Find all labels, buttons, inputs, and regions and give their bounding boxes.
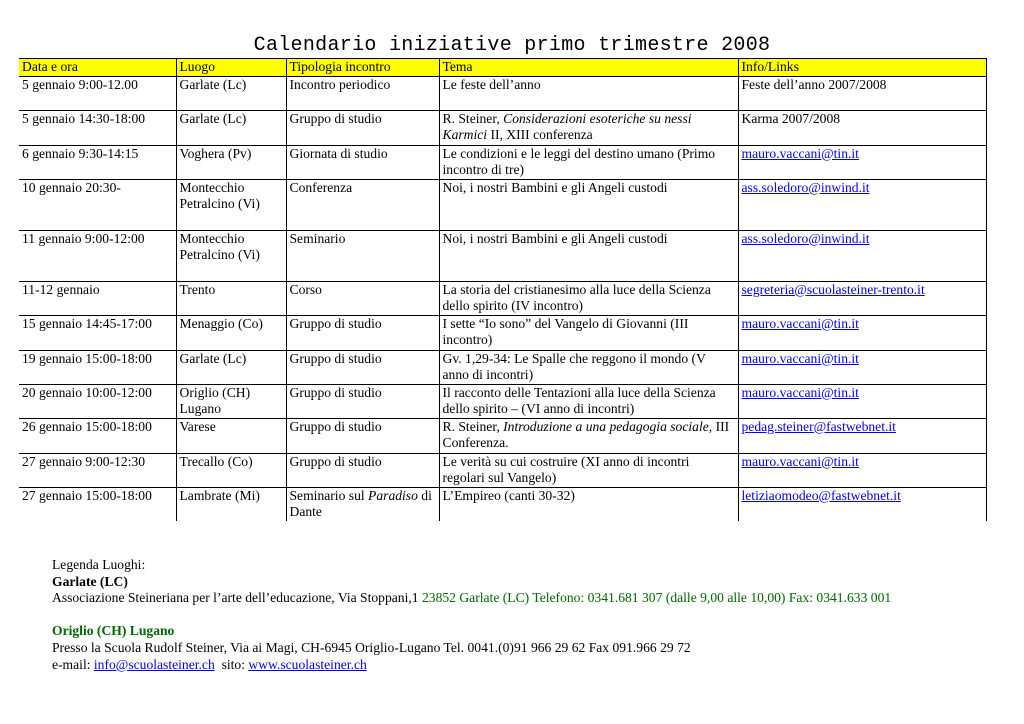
tema-text: L’Empireo (canti 30-32) [442, 487, 575, 503]
table-row [19, 281, 986, 315]
cell-luogo: Voghera (Pv) [176, 145, 286, 179]
site-label: sito: [214, 656, 249, 672]
tema-text: Le feste dell’anno [442, 76, 541, 92]
email-link[interactable]: mauro.vaccani@tin.it [741, 145, 859, 161]
email-link[interactable]: ass.soledoro@inwind.it [741, 230, 870, 246]
tema-text-after: III Conferenza. [442, 418, 730, 450]
table-row [19, 179, 986, 230]
calendar-table [19, 58, 987, 521]
table-row [19, 418, 986, 453]
tipologia-text-after: di Dante [289, 487, 432, 519]
email-link[interactable]: segreteria@scuolasteiner-trento.it [741, 281, 925, 297]
email-link[interactable]: pedag.steiner@fastwebnet.it [741, 418, 896, 434]
legend-origlio-address: Presso la Scuola Rudolf Steiner, Via ai Magi, CH-6945 Origlio-Lugano Tel. 0041.(0)91 966 29 62 Fax 091.966 29 72 [52, 639, 691, 655]
cell-info [738, 453, 986, 487]
cell-info: Karma 2007/2008 [738, 110, 986, 145]
cell-data-ora: 27 gennaio 15:00-18:00 [19, 487, 176, 521]
legend-garlate-contacts: 23852 Garlate (LC) Telefono: 0341.681 307 (dalle 9,00 alle 10,00) Fax: 0341.633 001 [421, 590, 892, 606]
cell-info [738, 281, 986, 315]
cell-luogo: Montecchio Petralcino (Vi) [176, 230, 286, 281]
column-header-tema: Tema [439, 59, 738, 77]
cell-data-ora: 5 gennaio 14:30-18:00 [19, 110, 176, 145]
cell-info [738, 487, 986, 521]
column-header-data: Data e ora [19, 59, 176, 77]
column-header-tipologia: Tipologia incontro [286, 59, 439, 77]
legend-garlate-title: Garlate (LC) [52, 573, 128, 589]
table-row [19, 230, 986, 281]
email-link[interactable]: info@scuolasteiner.ch [93, 656, 215, 672]
cell-luogo: Menaggio (Co) [176, 315, 286, 350]
cell-data-ora: 11-12 gennaio [19, 281, 176, 315]
email-link[interactable]: mauro.vaccani@tin.it [741, 350, 859, 366]
email-label: e-mail: [52, 656, 94, 672]
cell-tipologia: Gruppo di studio [286, 418, 439, 453]
table-header-row [19, 59, 986, 77]
email-link[interactable]: mauro.vaccani@tin.it [741, 384, 859, 400]
legend-origlio-title: Origlio (CH) Lugano [52, 623, 175, 639]
cell-tipologia: Gruppo di studio [286, 350, 439, 384]
tema-text-after: II, XIII conferenza [487, 127, 593, 142]
cell-data-ora: 5 gennaio 9:00-12.00 [19, 76, 176, 110]
table-row [19, 76, 986, 110]
cell-tema [439, 487, 738, 521]
legend-origlio-contacts [52, 657, 1012, 674]
tema-italic: Introduzione a una pedagogia sociale, [503, 418, 713, 434]
cell-info: Feste dell’anno 2007/2008 [738, 76, 986, 110]
table-row [19, 145, 986, 179]
tema-text: Il racconto delle Tentazioni alla luce della Scienza dello spirito – (VI anno di incontri) [442, 384, 716, 416]
cell-data-ora: 20 gennaio 10:00-12:00 [19, 384, 176, 418]
email-link[interactable]: letiziaomodeo@fastwebnet.it [741, 487, 901, 503]
legend-garlate-address-text: Associazione Steineriana per l’arte dell’educazione, Via Stoppani,1 [52, 590, 422, 606]
table-row [19, 315, 986, 350]
tema-text: Le condizioni e le leggi del destino umano (Primo incontro di tre) [442, 145, 716, 177]
cell-tema [439, 418, 738, 453]
cell-info [738, 315, 986, 350]
cell-data-ora: 15 gennaio 14:45-17:00 [19, 315, 176, 350]
cell-tipologia: Gruppo di studio [286, 384, 439, 418]
cell-tipologia: Gruppo di studio [286, 453, 439, 487]
email-link[interactable]: mauro.vaccani@tin.it [741, 453, 859, 469]
legend-garlate-address [52, 590, 1012, 607]
cell-luogo: Garlate (Lc) [176, 350, 286, 384]
legend [52, 557, 1012, 673]
table-row [19, 453, 986, 487]
cell-luogo: Trecallo (Co) [176, 453, 286, 487]
cell-tipologia: Conferenza [286, 179, 439, 230]
tema-text: Noi, i nostri Bambini e gli Angeli custodi [442, 230, 668, 246]
cell-luogo: Lambrate (Mi) [176, 487, 286, 521]
cell-tema [439, 350, 738, 384]
email-link[interactable]: mauro.vaccani@tin.it [741, 315, 859, 331]
cell-luogo: Origlio (CH) Lugano [176, 384, 286, 418]
cell-tema [439, 315, 738, 350]
cell-luogo: Varese [176, 418, 286, 453]
table-row [19, 350, 986, 384]
tipologia-text: Seminario sul [289, 487, 369, 503]
tema-text: Le verità su cui costruire (XI anno di incontri regolari sul Vangelo) [442, 453, 690, 485]
tema-text: I sette “Io sono” del Vangelo di Giovanni (III incontro) [442, 315, 689, 347]
tema-text: R. Steiner, [442, 110, 504, 126]
cell-tipologia: Corso [286, 281, 439, 315]
cell-data-ora: 11 gennaio 9:00-12:00 [19, 230, 176, 281]
tema-text: R. Steiner, [442, 418, 504, 434]
cell-data-ora: 19 gennaio 15:00-18:00 [19, 350, 176, 384]
cell-tipologia: Seminario [286, 230, 439, 281]
cell-luogo: Trento [176, 281, 286, 315]
cell-luogo: Garlate (Lc) [176, 110, 286, 145]
tema-italic: Considerazioni esoteriche su nessi Karmici [442, 110, 692, 142]
tema-text: La storia del cristianesimo alla luce della Scienza dello spirito (IV incontro) [442, 281, 711, 313]
cell-data-ora: 26 gennaio 15:00-18:00 [19, 418, 176, 453]
table-row [19, 384, 986, 418]
cell-tipologia: Gruppo di studio [286, 315, 439, 350]
cell-luogo: Garlate (Lc) [176, 76, 286, 110]
site-link[interactable]: www.scuolasteiner.ch [248, 656, 367, 672]
cell-info [738, 350, 986, 384]
cell-luogo: Montecchio Petralcino (Vi) [176, 179, 286, 230]
cell-tipologia [286, 487, 439, 521]
column-header-info: Info/Links [738, 59, 986, 77]
cell-data-ora: 6 gennaio 9:30-14:15 [19, 145, 176, 179]
cell-info [738, 145, 986, 179]
cell-data-ora: 27 gennaio 9:00-12:30 [19, 453, 176, 487]
cell-info [738, 230, 986, 281]
email-link[interactable]: ass.soledoro@inwind.it [741, 179, 870, 195]
cell-tema [439, 145, 738, 179]
legend-heading: Legenda Luoghi: [52, 557, 146, 572]
cell-data-ora: 10 gennaio 20:30- [19, 179, 176, 230]
cell-tema [439, 76, 738, 110]
cell-tipologia: Giornata di studio [286, 145, 439, 179]
tema-text: Noi, i nostri Bambini e gli Angeli custodi [442, 179, 668, 195]
table-row [19, 487, 986, 521]
page-title: Calendario iniziative primo trimestre 2008 [253, 34, 771, 57]
cell-tema [439, 110, 738, 145]
cell-tema [439, 281, 738, 315]
cell-tema [439, 384, 738, 418]
cell-tipologia: Gruppo di studio [286, 110, 439, 145]
column-header-luogo: Luogo [176, 59, 286, 77]
cell-tema [439, 453, 738, 487]
cell-info [738, 179, 986, 230]
cell-info [738, 384, 986, 418]
tipologia-italic: Paradiso [368, 487, 418, 503]
cell-info [738, 418, 986, 453]
cell-tipologia: Incontro periodico [286, 76, 439, 110]
table-row [19, 110, 986, 145]
cell-tema [439, 179, 738, 230]
cell-tema [439, 230, 738, 281]
tema-text: Gv. 1,29-34: Le Spalle che reggono il mondo (V anno di incontri) [442, 350, 706, 382]
